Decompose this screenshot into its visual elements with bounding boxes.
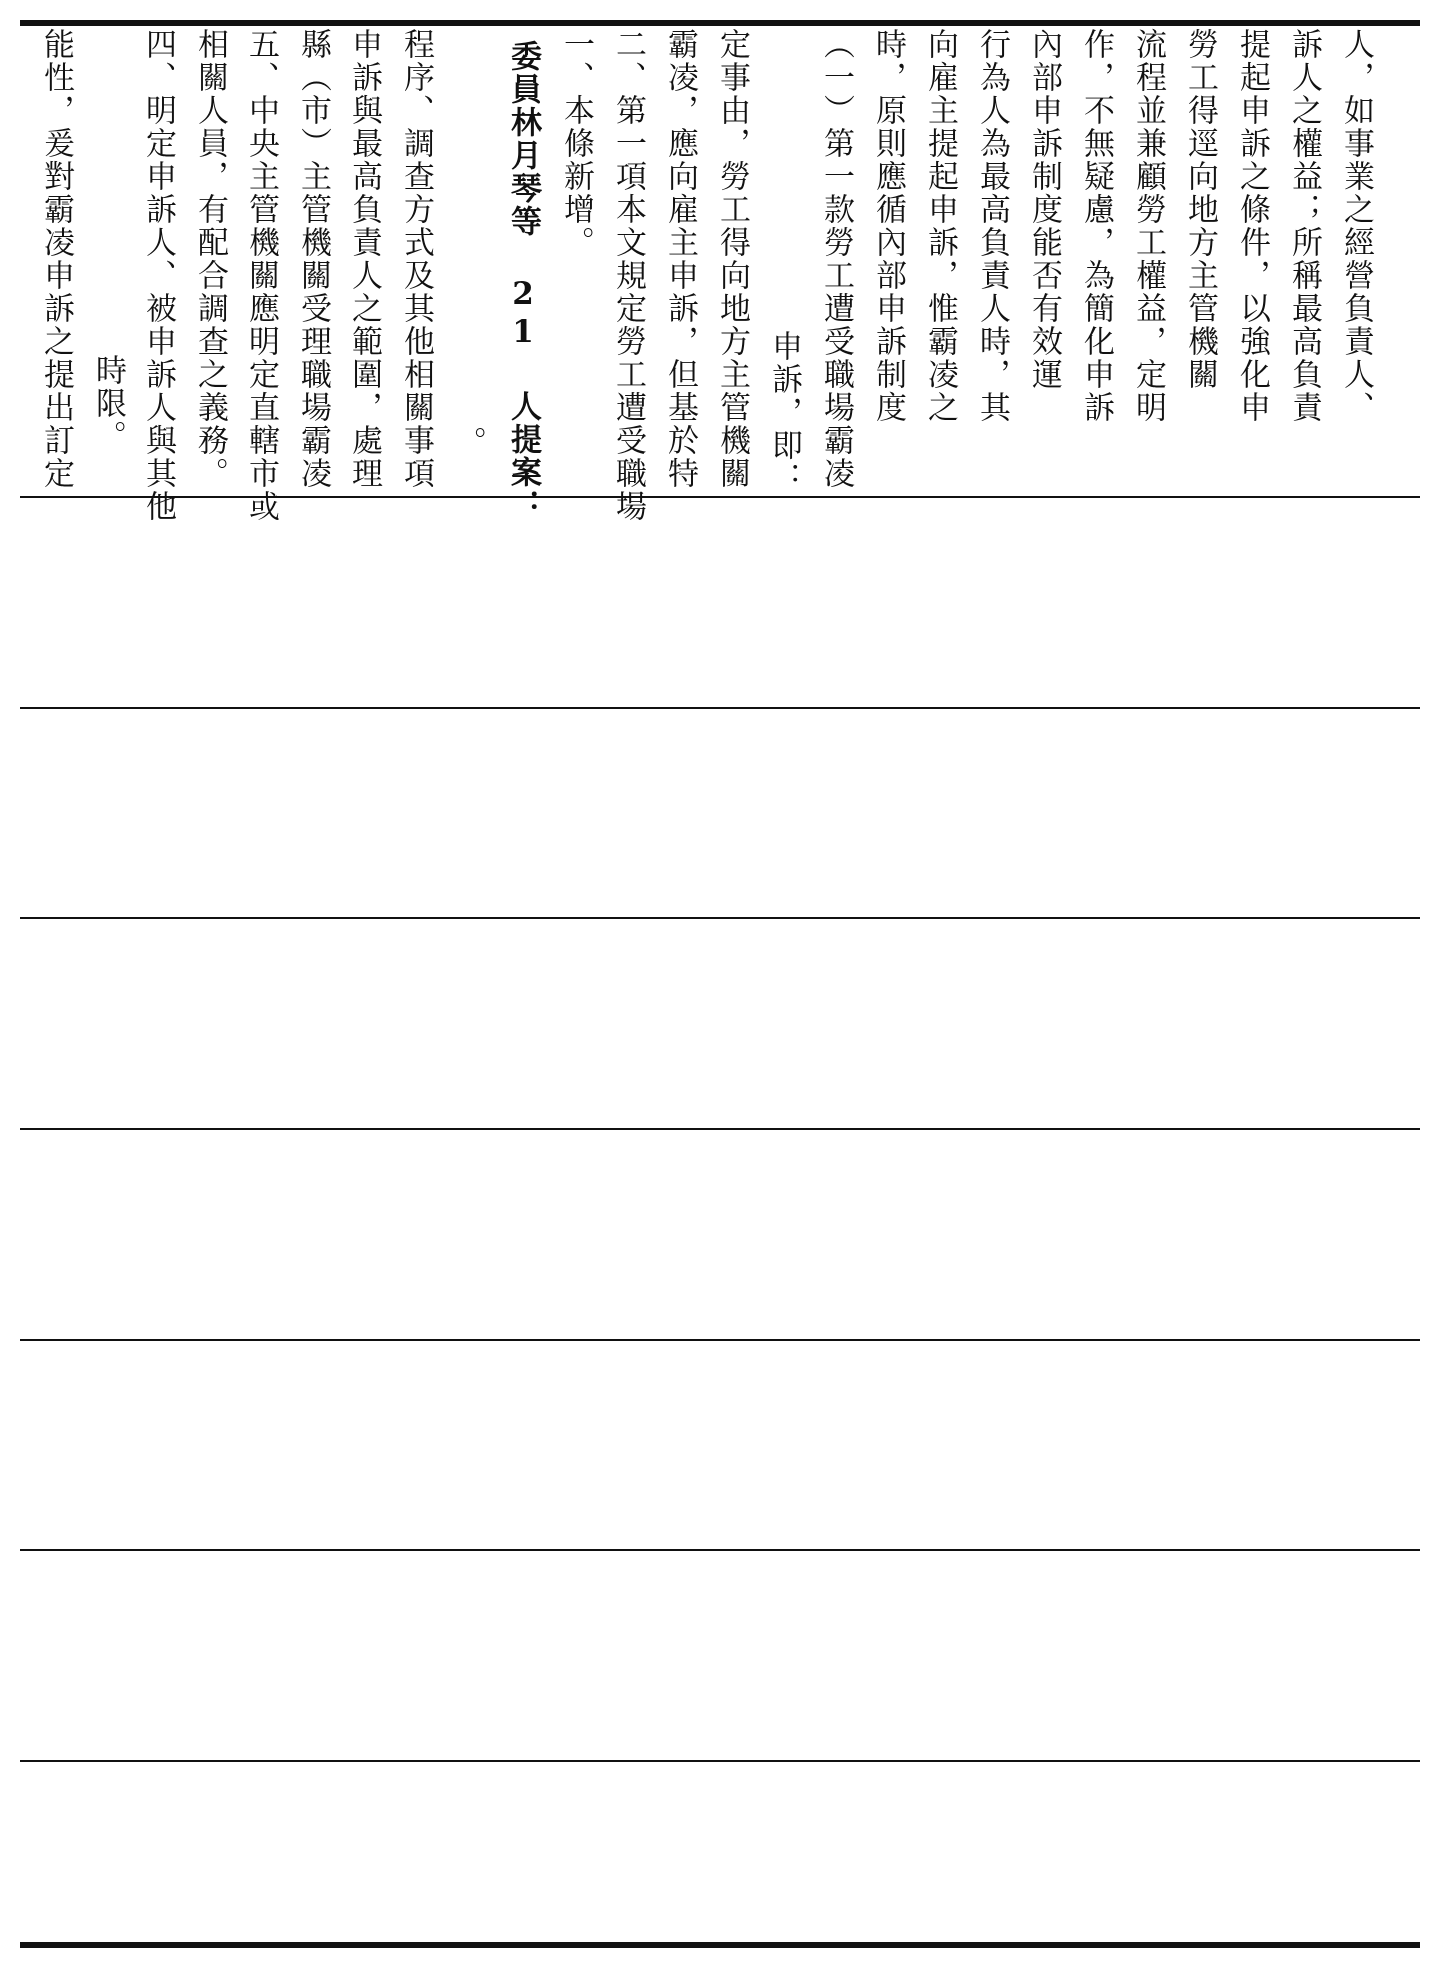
text-column: 。 bbox=[450, 426, 486, 459]
text-column: 流程並兼顧勞工權益，定明 bbox=[1130, 28, 1166, 424]
text-column: 提起申訴之條件，以強化申 bbox=[1234, 28, 1270, 424]
text-column: 縣（市）主管機關受理職場霸凌 bbox=[295, 28, 331, 490]
row-divider bbox=[20, 1128, 1420, 1130]
text-column: 四、明定申訴人、被申訴人與其他 bbox=[140, 28, 176, 523]
text-column: 行為人為最高負責人時，其 bbox=[974, 28, 1010, 424]
text-column: 能性，爰對霸凌申訴之提出訂定 bbox=[38, 28, 74, 490]
text-column: 申訴，即： bbox=[766, 330, 802, 495]
row-divider bbox=[20, 1760, 1420, 1762]
text-column: 向雇主提起申訴，惟霸凌之 bbox=[922, 28, 958, 424]
text-column: 時限。 bbox=[90, 354, 126, 453]
text-column: 二、第一項本文規定勞工遭受職場 bbox=[610, 28, 646, 523]
text-column: 時，原則應循內部申訴制度 bbox=[870, 28, 906, 424]
text-column: 定事由，勞工得向地方主管機關 bbox=[714, 28, 750, 490]
text-column: 程序、調查方式及其他相關事項 bbox=[398, 28, 434, 490]
text-column: （一）第一款勞工遭受職場霸凌 bbox=[818, 28, 854, 490]
text-column: 勞工得逕向地方主管機關 bbox=[1182, 28, 1218, 391]
text-column: 霸凌，應向雇主申訴，但基於特 bbox=[662, 28, 698, 490]
text-column: 相關人員，有配合調查之義務。 bbox=[192, 28, 228, 490]
text-column: 訴人之權益；所稱最高負責 bbox=[1286, 28, 1322, 424]
row-divider bbox=[20, 707, 1420, 709]
table-top-rule bbox=[20, 20, 1420, 26]
row-divider bbox=[20, 1339, 1420, 1341]
text-column: 申訴與最高負責人之範圍，處理 bbox=[346, 28, 382, 490]
text-column: 一、本條新增。 bbox=[558, 28, 594, 259]
proposal-heading: 委員林月琴等 21 人提案： bbox=[505, 40, 541, 522]
text-column: 內部申訴制度能否有效運 bbox=[1026, 28, 1062, 391]
row-divider bbox=[20, 1549, 1420, 1551]
text-column: 作，不無疑慮，為簡化申訴 bbox=[1078, 28, 1114, 424]
text-column: 人，如事業之經營負責人、 bbox=[1338, 28, 1374, 424]
text-column: 五、中央主管機關應明定直轄市或 bbox=[243, 28, 279, 523]
table-bottom-rule bbox=[20, 1942, 1420, 1948]
row-divider bbox=[20, 917, 1420, 919]
